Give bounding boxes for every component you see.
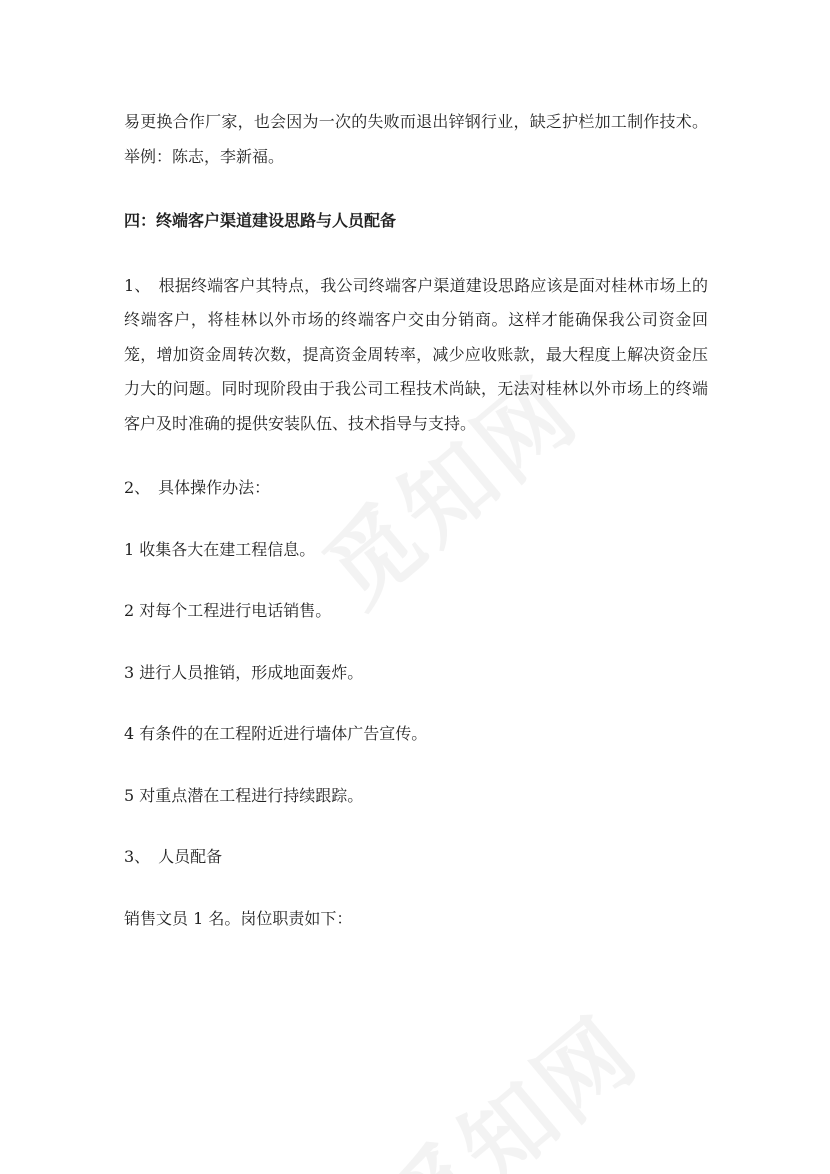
point-1-paragraph: 1、 根据终端客户其特点，我公司终端客户渠道建设思路应该是面对桂林市场上的终端客户，将桂林以外市场的终端客户交由分销商。这样才能确保我公司资金回笼，增加资金周转次数，提高资金周转率，减少应收账款，最大程度上解决资金压力大的问题。同时现阶段由于我公司工程技术尚缺，无法对桂林以外市场上的终端客户及时准确的提供安装队伍、技术指导与支持。 bbox=[124, 275, 708, 433]
step-item: 2 对每个工程进行电话销售。 bbox=[124, 601, 332, 620]
step-item: 5 对重点潜在工程进行持续跟踪。 bbox=[124, 785, 364, 805]
staffing-line: 销售文员 1 名。岗位职责如下： bbox=[124, 908, 353, 928]
section-heading: 四：终端客户渠道建设思路与人员配备 bbox=[124, 211, 397, 230]
watermark bbox=[352, 981, 662, 1174]
document-body bbox=[124, 105, 708, 936]
step-item: 1 收集各大在建工程信息。 bbox=[124, 539, 316, 559]
step-item: 3 进行人员推销，形成地面轰炸。 bbox=[124, 662, 364, 682]
point-3-heading: 3、 人员配备 bbox=[124, 847, 223, 866]
point-2-heading: 2、 具体操作办法： bbox=[124, 478, 271, 497]
continuation-paragraph: 易更换合作厂家，也会因为一次的失败而退出锌钢行业，缺乏护栏加工制作技术。举例：陈志，李新福。 bbox=[124, 112, 708, 166]
step-item: 4 有条件的在工程附近进行墙体广告宣传。 bbox=[124, 724, 428, 743]
